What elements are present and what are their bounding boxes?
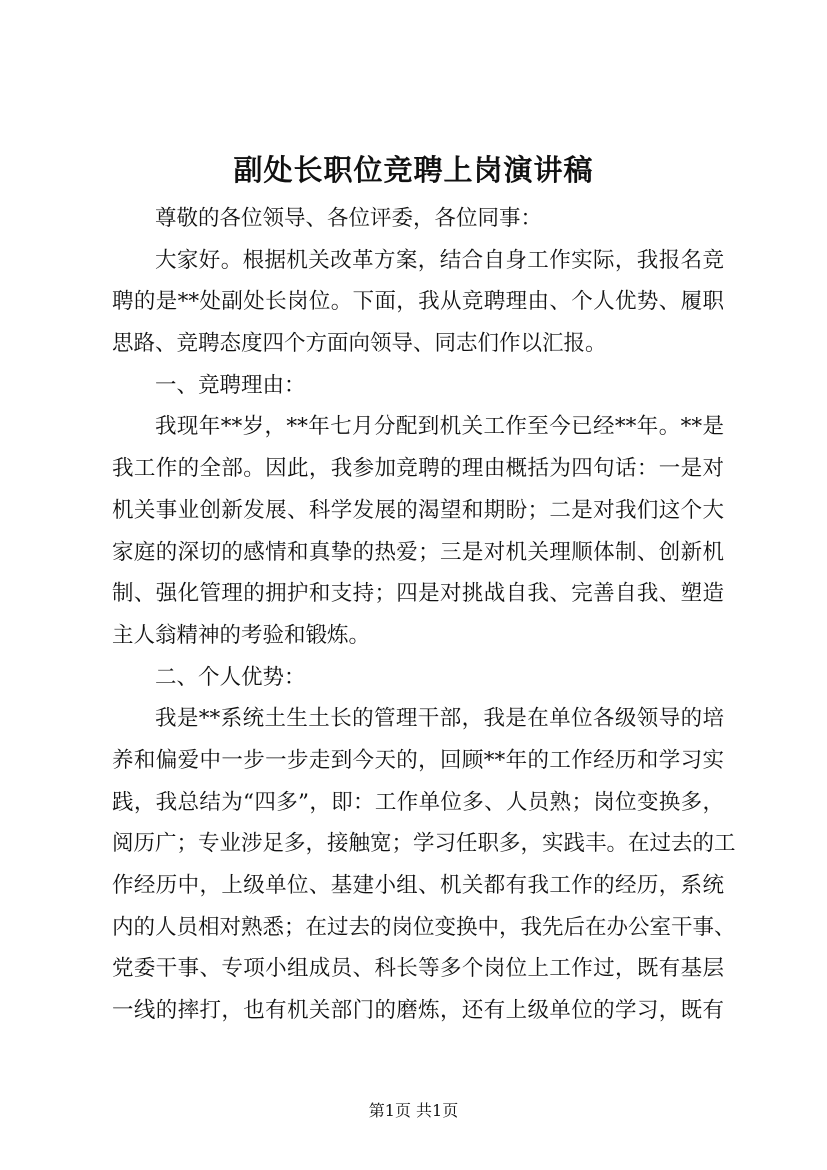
paragraph-line: 养和偏爱中一步一步走到今天的，回顾**年的工作经历和学习实 [112,747,724,773]
section-heading: 二、个人优势： [155,664,306,690]
paragraph-line: 机关事业创新发展、科学发展的渴望和期盼；二是对我们这个大 [112,497,724,523]
paragraph-line: 我现年**岁，**年七月分配到机关工作至今已经**年。**是 [155,414,724,440]
paragraph-line: 制、强化管理的拥护和支持；四是对挑战自我、完善自我、塑造 [112,581,724,607]
salutation-line: 尊敬的各位领导、各位评委，各位同事： [155,206,543,231]
paragraph-line: 党委干事、专项小组成员、科长等多个岗位上工作过，既有基层 [112,956,724,982]
document-body [112,198,736,1032]
paragraph-line: 大家好。根据机关改革方案，结合自身工作实际，我报名竞 [155,247,724,273]
paragraph-line: 我是**系统土生土长的管理干部，我是在单位各级领导的培 [155,706,724,732]
paragraph-line: 阅历广；专业涉足多，接触宽；学习任职多，实践丰。在过去的工 [112,831,736,857]
paragraph-line: 我工作的全部。因此，我参加竞聘的理由概括为四句话：一是对 [112,456,724,482]
paragraph-line: 践，我总结为“四多”，即：工作单位多、人员熟；岗位变换多， [112,789,724,815]
paragraph-line: 一线的摔打，也有机关部门的磨炼，还有上级单位的学习，既有 [112,998,724,1024]
page-footer: 第1页 共1页 [368,1101,459,1120]
paragraph-line: 思路、竞聘态度四个方面向领导、同志们作以汇报。 [112,331,607,357]
paragraph-line: 聘的是**处副处长岗位。下面，我从竞聘理由、个人优势、履职 [112,289,724,315]
paragraph-line: 家庭的深切的感情和真挚的热爱；三是对机关理顺体制、创新机 [112,539,724,565]
section-heading: 一、竞聘理由： [155,372,306,398]
paragraph-line: 作经历中，上级单位、基建小组、机关都有我工作的经历，系统 [112,873,724,898]
paragraph-line: 主人翁精神的考验和锻炼。 [112,622,371,648]
document-title: 副处长职位竞聘上岗演讲稿 [233,153,594,187]
paragraph-line: 内的人员相对熟悉；在过去的岗位变换中，我先后在办公室干事、 [112,914,736,940]
